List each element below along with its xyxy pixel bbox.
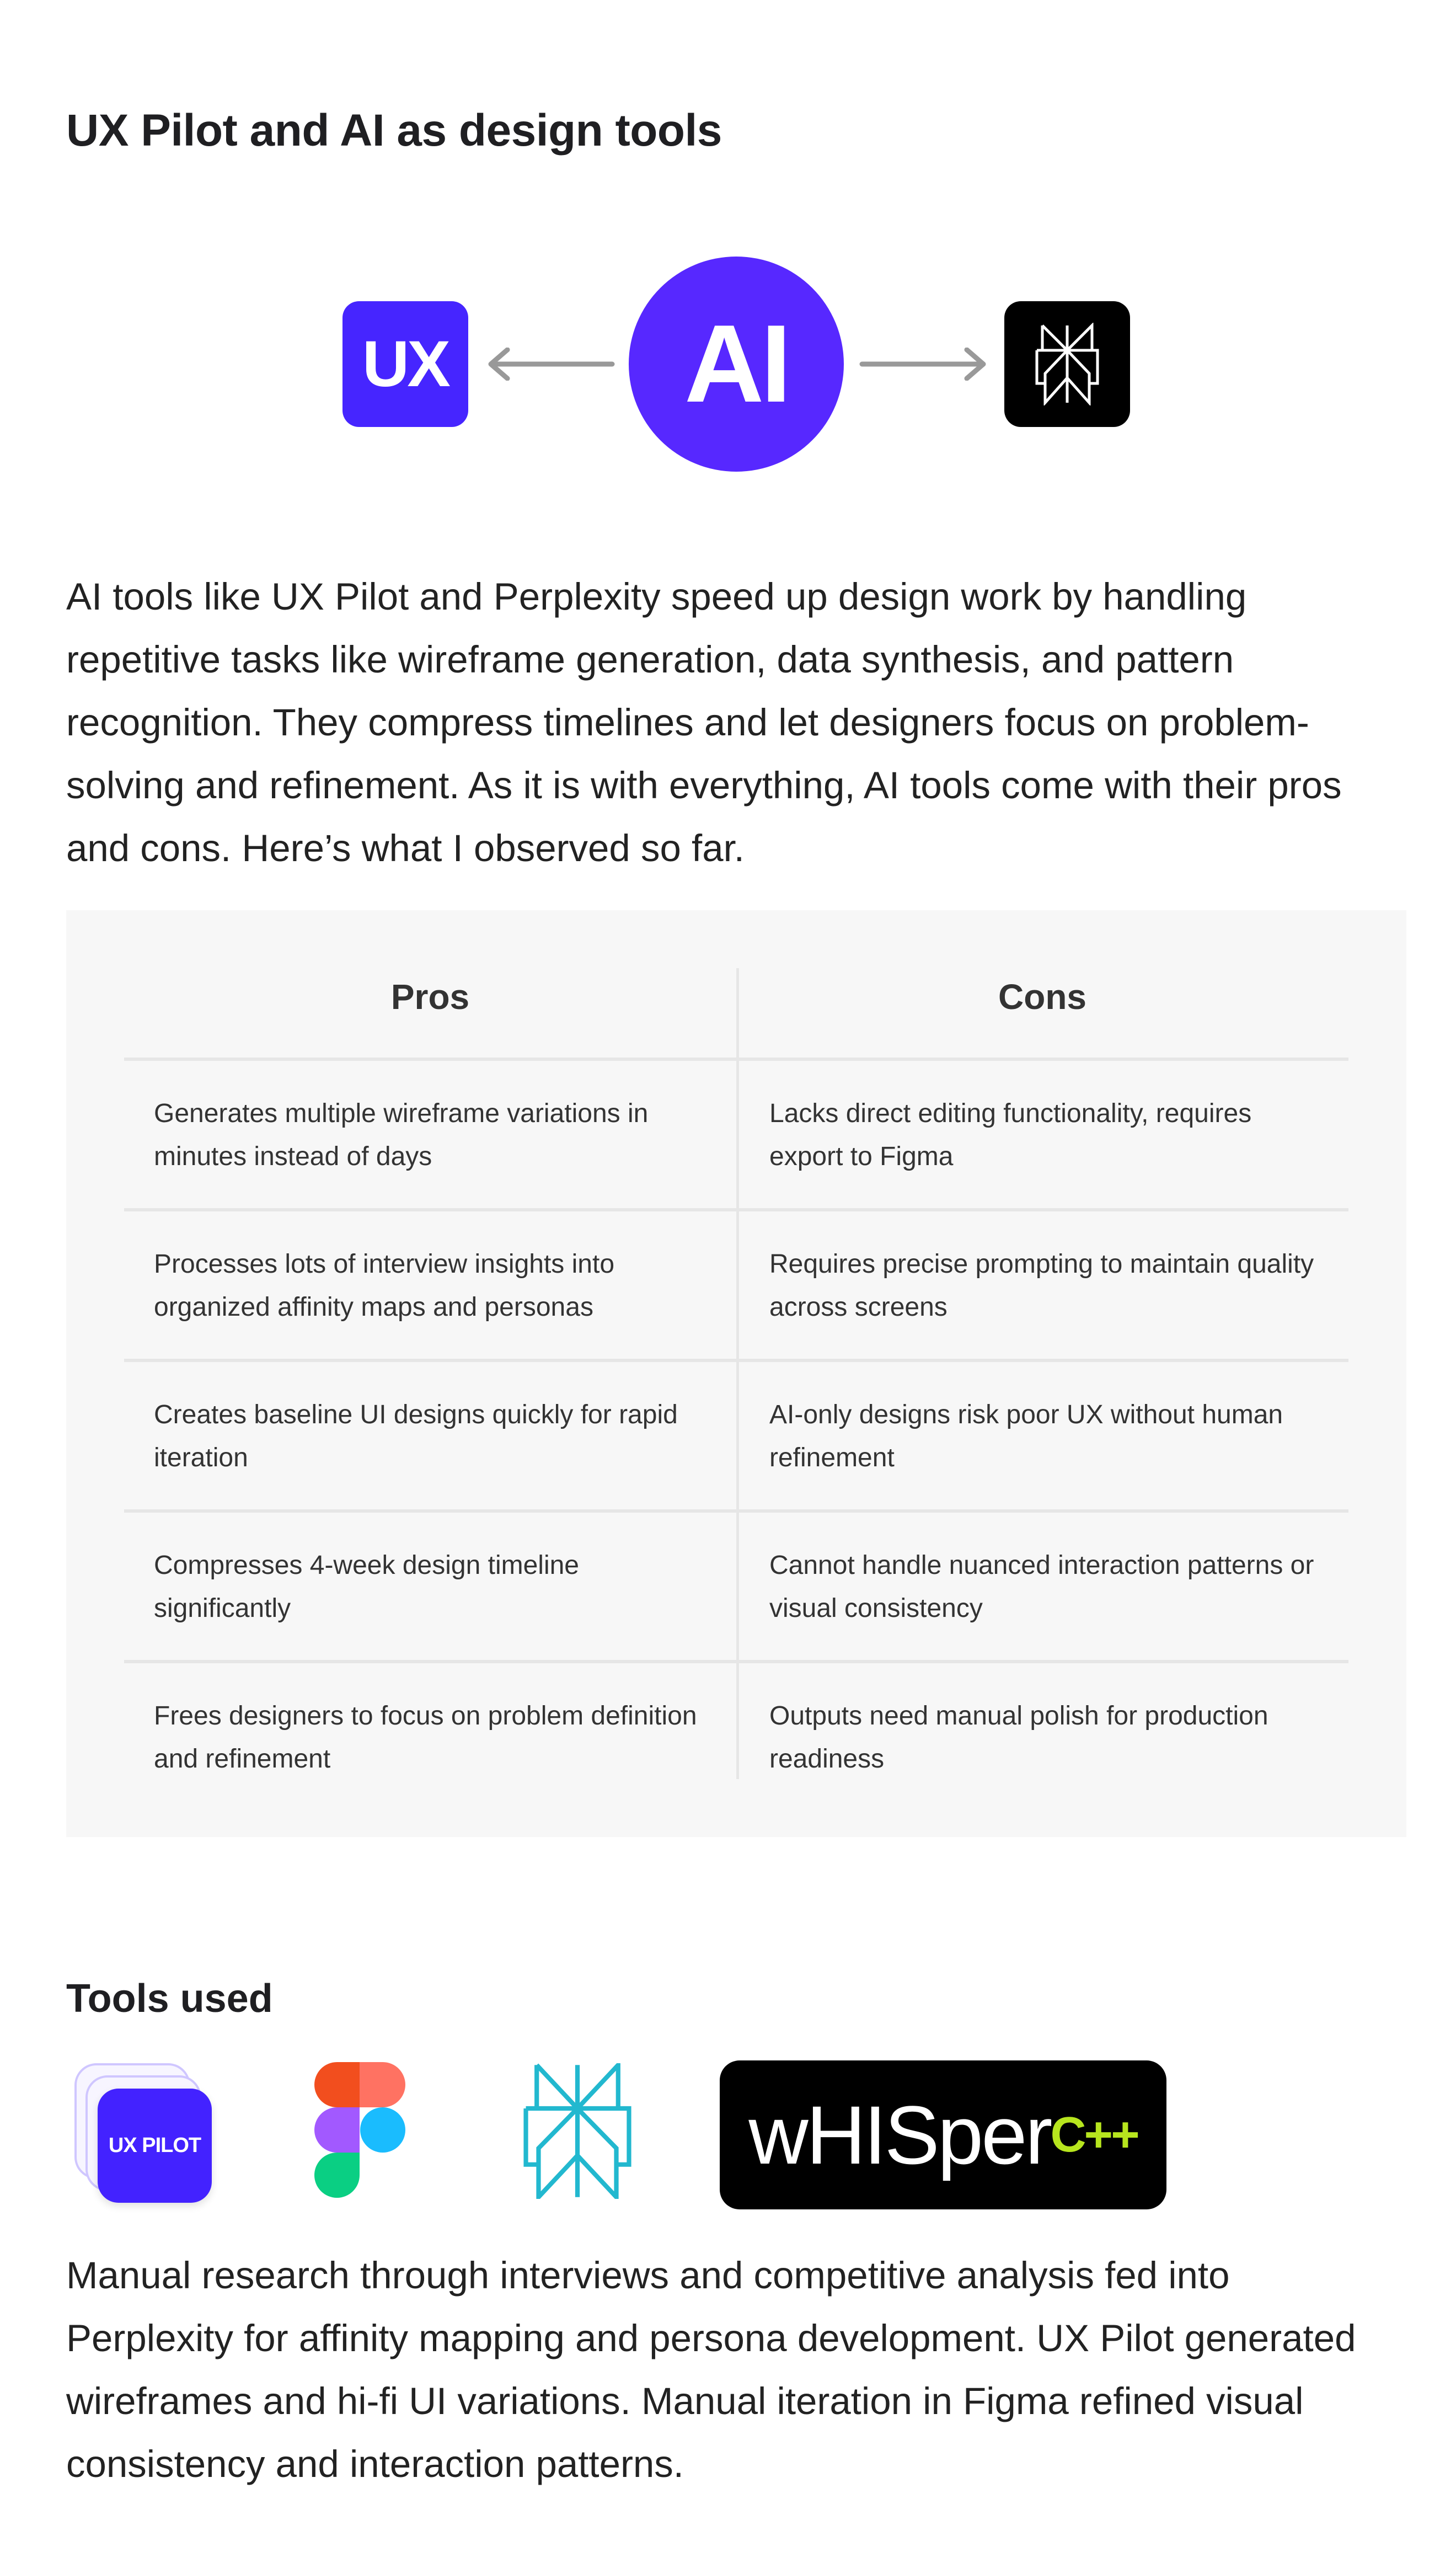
ux-pilot-label: UX PILOT: [108, 2134, 201, 2157]
ux-pilot-logo-icon: [342, 301, 468, 427]
arrow-right-icon: [859, 348, 989, 381]
pros-cell: Compresses 4-week design timeline significantly: [154, 1551, 579, 1623]
cons-cell: Requires precise prompting to maintain quality across screens: [769, 1250, 1314, 1322]
row-divider: [124, 1509, 1348, 1513]
pros-header: Pros: [390, 977, 470, 1017]
section-title: UX Pilot and AI as design tools: [66, 105, 722, 156]
cons-cell: Lacks direct editing functionality, requires export to Figma: [769, 1099, 1252, 1171]
ux-logo-text: UX: [362, 328, 448, 401]
cons-cell: Cannot handle nuanced interaction patterns or visual consistency: [769, 1551, 1314, 1623]
perplexity-logo-icon: [518, 2063, 637, 2199]
closing-paragraph: Manual research through interviews and competitive analysis fed into Perplexity for affinity mapping and persona development. UX Pilot generated wireframes and hi-fi UI variations. Manual iteration in Figma refined visual consistency and interaction patterns.: [66, 2254, 1356, 2485]
whisper-cpp-suffix: C++: [1050, 2107, 1138, 2162]
cons-cell: AI-only designs risk poor UX without human refinement: [769, 1400, 1283, 1472]
cons-cell: Outputs need manual polish for production readiness: [769, 1701, 1268, 1774]
pros-cell: Generates multiple wireframe variations in minutes instead of days: [154, 1099, 649, 1171]
row-divider: [124, 1359, 1348, 1362]
row-divider: [124, 1058, 1348, 1061]
pros-cell: Creates baseline UI designs quickly for rapid iteration: [154, 1400, 678, 1472]
pros-cell: Frees designers to focus on problem definition and refinement: [154, 1701, 697, 1774]
ai-label: AI: [684, 302, 788, 425]
pros-cell: Processes lots of interview insights into organized affinity maps and personas: [154, 1250, 615, 1322]
ux-pilot-logo-icon: [98, 2089, 212, 2203]
row-divider: [124, 1660, 1348, 1663]
perplexity-logo-icon: [1004, 301, 1130, 427]
row-divider: [124, 1208, 1348, 1211]
whisper-label: wHISper: [748, 2088, 1051, 2181]
arrow-left-icon: [485, 348, 615, 381]
ai-circle: [629, 257, 844, 472]
figma-logo-icon: [314, 2062, 405, 2198]
column-divider: [736, 968, 739, 1779]
intro-paragraph: AI tools like UX Pilot and Perplexity speed up design work by handling repetitive tasks like wireframe generation, data synthesis, and pattern recognition. They compress timelines and let designers focus on problem-solving and refinement. As it is with everything, AI tools come with their pros and cons. Here’s what I observed so far.: [66, 575, 1342, 869]
cons-header: Cons: [998, 977, 1086, 1017]
whisper-cpp-logo-icon: [720, 2060, 1166, 2209]
tools-title: Tools used: [66, 1977, 273, 2021]
